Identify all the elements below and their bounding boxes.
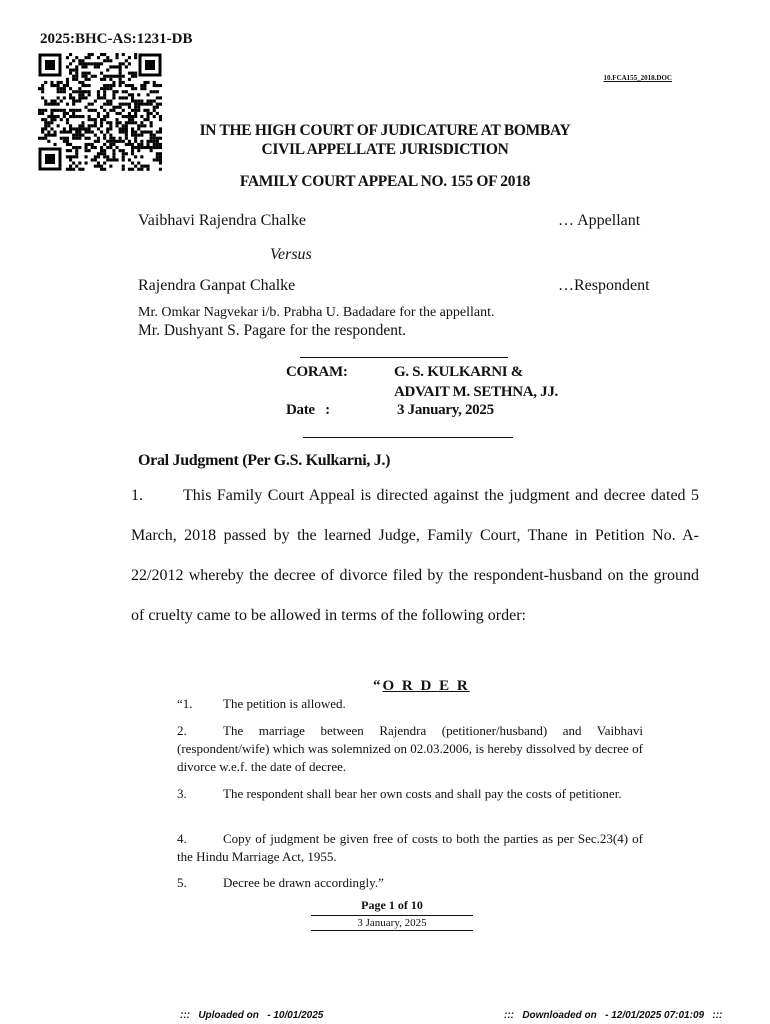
appellant-name: Vaibhavi Rajendra Chalke <box>138 212 306 229</box>
order-item-text: The marriage between Rajendra (petitioner/husband) and Vaibhavi (respondent/wife) which was solemnized on 02.03.2006, is hereby dissolved by decree of divorce w.e.f. the date of decree. <box>177 723 643 774</box>
judgment-paragraph-1 <box>131 476 699 636</box>
order-item-number: “1. <box>177 696 193 711</box>
case-number: FAMILY COURT APPEAL NO. 155 OF 2018 <box>239 173 531 190</box>
footer-date: 3 January, 2025 <box>311 915 473 931</box>
divider-line <box>300 357 508 358</box>
appellant-counsel: Mr. Omkar Nagvekar i/b. Prabha U. Badadare for the appellant. <box>138 305 495 320</box>
downloaded-stamp: ::: Downloaded on - 12/01/2025 07:01:09 ::: <box>504 1010 723 1021</box>
coram-judges-1: G. S. KULKARNI & <box>394 364 523 380</box>
order-item <box>177 785 643 803</box>
order-item-text: Copy of judgment be given free of costs to both the parties as per Sec.23(4) of the Hindu Marriage Act, 1955. <box>177 831 643 864</box>
respondent-name: Rajendra Ganpat Chalke <box>138 277 296 294</box>
jurisdiction: CIVIL APPELLATE JURISDICTION <box>261 141 509 158</box>
date-value: 3 January, 2025 <box>397 402 494 418</box>
order-item-number: 4. <box>177 831 187 846</box>
open-quote: “ <box>373 678 383 694</box>
date-label: Date : <box>286 402 330 418</box>
judgment-heading: Oral Judgment (Per G.S. Kulkarni, J.) <box>138 452 391 469</box>
neutral-citation: 2025:BHC-AS:1231-DB <box>40 31 193 47</box>
order-item <box>177 830 643 866</box>
order-item-number: 5. <box>177 875 187 890</box>
order-title-text: O R D E R <box>382 678 470 694</box>
order-item <box>177 874 643 892</box>
order-item-number: 3. <box>177 786 187 801</box>
order-item-text: Decree be drawn accordingly.” <box>223 875 384 890</box>
order-item-number: 2. <box>177 723 187 738</box>
coram-label: CORAM: <box>286 364 348 380</box>
versus-label: Versus <box>270 246 312 263</box>
document-filename: 10.FCA155_2018.DOC <box>603 74 672 82</box>
court-name: IN THE HIGH COURT OF JUDICATURE AT BOMBAY <box>199 122 571 139</box>
paragraph-number: 1. <box>131 487 143 504</box>
order-item <box>177 722 643 776</box>
divider-line <box>303 437 513 438</box>
respondent-role: …Respondent <box>558 277 650 294</box>
order-item-text: The petition is allowed. <box>223 696 346 711</box>
appellant-role: … Appellant <box>558 212 641 229</box>
coram-judges-2: ADVAIT M. SETHNA, JJ. <box>394 384 559 400</box>
page-footer <box>311 897 473 931</box>
page-number: Page 1 of 10 <box>361 898 423 912</box>
respondent-counsel: Mr. Dushyant S. Pagare for the respondent. <box>138 322 407 339</box>
uploaded-stamp: ::: Uploaded on - 10/01/2025 <box>180 1010 324 1021</box>
order-item-text: The respondent shall bear her own costs and shall pay the costs of petitioner. <box>223 786 622 801</box>
paragraph-text: This Family Court Appeal is directed against the judgment and decree dated 5 March, 2018 passed by the learned Judge, Family Court, Thane in Petition No. A-22/2012 whereby the decree of divorce filed by the respondent-husband on the ground of cruelty came to be allowed in terms of the following order: <box>131 487 699 624</box>
order-title <box>373 678 470 695</box>
order-item <box>177 695 643 713</box>
